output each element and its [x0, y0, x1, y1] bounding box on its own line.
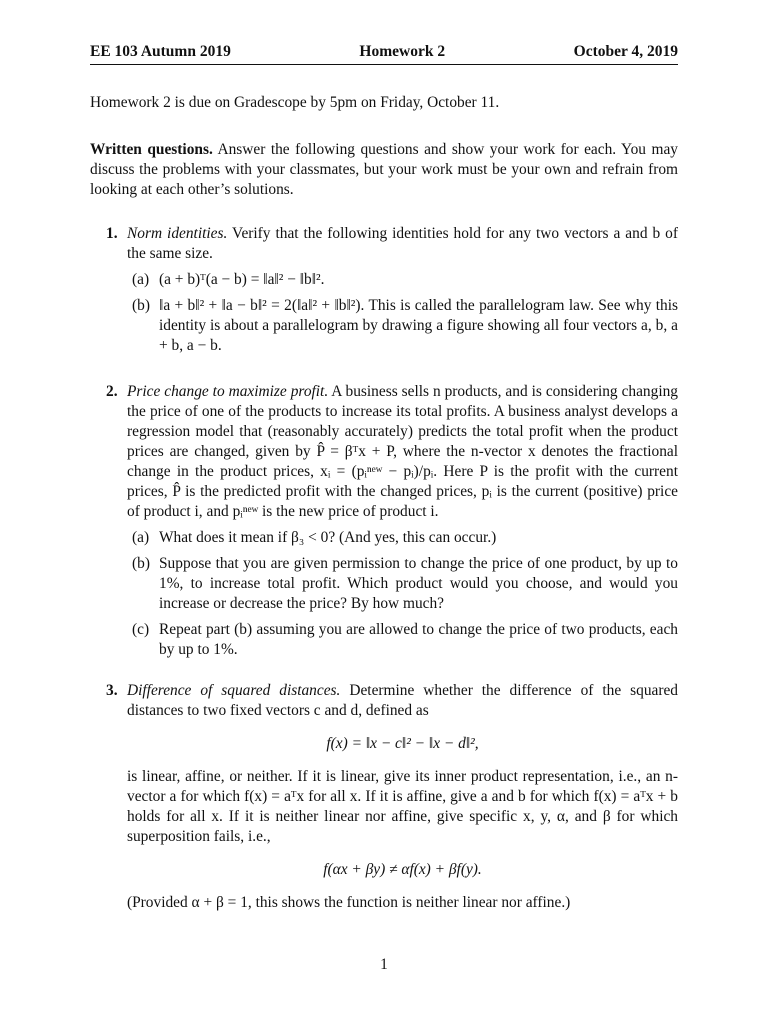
problem-part [127, 528, 678, 548]
equation-definition: f(x) = ‖x − c‖² − ‖x − d‖², [326, 735, 479, 752]
problem-1 [90, 224, 678, 362]
problem-text-continued: is linear, affine, or neither. If it is linear, give its inner product representation, i.e., an n-vector a for which f(x) = aᵀx for all x. If it is affine, give a and b for which f(x) = aᵀx + b holds for all x. If it is neither linear nor affine, give specific x, y, α, and β for which superposition fails, i.e., [127, 768, 678, 845]
problem-2 [90, 382, 678, 666]
problem-text: Determine whether the difference of the squared distances to two fixed vectors c and d, defined as [127, 682, 678, 719]
part-label: (b) [132, 297, 150, 314]
page-header [90, 42, 678, 62]
problem-statement [127, 224, 678, 264]
problem-title: Difference of squared distances. [127, 682, 341, 699]
part-label: (a) [132, 271, 150, 288]
due-note: Homework 2 is due on Gradescope by 5pm on Friday, October 11. [90, 94, 500, 111]
problem-number: 3. [106, 682, 118, 699]
problem-number: 1. [106, 225, 118, 242]
part-text: What does it mean if β₃ < 0? (And yes, this can occur.) [159, 529, 497, 546]
part-text: Repeat part (b) assuming you are allowed to change the price of two products, each by up to 1%. [159, 621, 678, 658]
problem-text: A business sells n products, and is considering changing the price of one of the products to increase its total profits. A business analyst develops a regression model that (reasonably accurately) predicts the total profit when the product prices are changed, given by P̂ = βᵀx + P, where the n-vector x denotes the fractional change in the product prices, xᵢ = (pᵢⁿᵉʷ − pᵢ)/pᵢ. Here P is the profit with the current prices, P̂ is the predicted profit with the changed prices, pᵢ is the current (positive) price of product i, and pᵢⁿᵉʷ is the new price of product i. [127, 383, 678, 520]
problem-title: Price change to maximize profit. [127, 383, 329, 400]
problem-part [127, 554, 678, 614]
header-date: October 4, 2019 [573, 43, 678, 60]
course-name: EE 103 Autumn 2019 [90, 43, 231, 60]
part-label: (b) [132, 555, 150, 572]
intro-heading: Written questions. [90, 141, 213, 158]
part-text: (a + b)ᵀ(a − b) = ‖a‖² − ‖b‖². [159, 271, 325, 288]
part-text: Suppose that you are given permission to change the price of one product, by up to 1%, to increase total profit. Which product would you choose, and would you increase or decrease the price? By how much? [159, 555, 678, 612]
part-label: (c) [132, 621, 150, 638]
problem-part [127, 620, 678, 660]
header-rule [90, 64, 678, 65]
problem-statement [127, 382, 678, 522]
part-text: ‖a + b‖² + ‖a − b‖² = 2(‖a‖² + ‖b‖²). This is called the parallelogram law. See why this identity is about a parallelogram by drawing a figure showing all four vectors a, b, a + b, a − b. [159, 297, 678, 354]
homework-title: Homework 2 [359, 43, 446, 60]
equation-superposition: f(αx + βy) ≠ αf(x) + βf(y). [323, 861, 482, 878]
part-label: (a) [132, 529, 150, 546]
intro-paragraph [90, 140, 678, 200]
problem-part [127, 270, 678, 290]
problem-number: 2. [106, 383, 118, 400]
problem-text: Verify that the following identities hold for any two vectors a and b of the same size. [127, 225, 678, 262]
problem-3 [90, 681, 678, 913]
problem-statement [127, 681, 678, 721]
intro-text: Answer the following questions and show your work for each. You may discuss the problems with your classmates, but your work must be your own and refrain from looking at each other’s solutions. [90, 141, 678, 198]
page-number: 1 [380, 956, 388, 973]
problem-note: (Provided α + β = 1, this shows the function is neither linear nor affine.) [127, 894, 571, 911]
problem-part [127, 296, 678, 356]
problem-title: Norm identities. [127, 225, 228, 242]
